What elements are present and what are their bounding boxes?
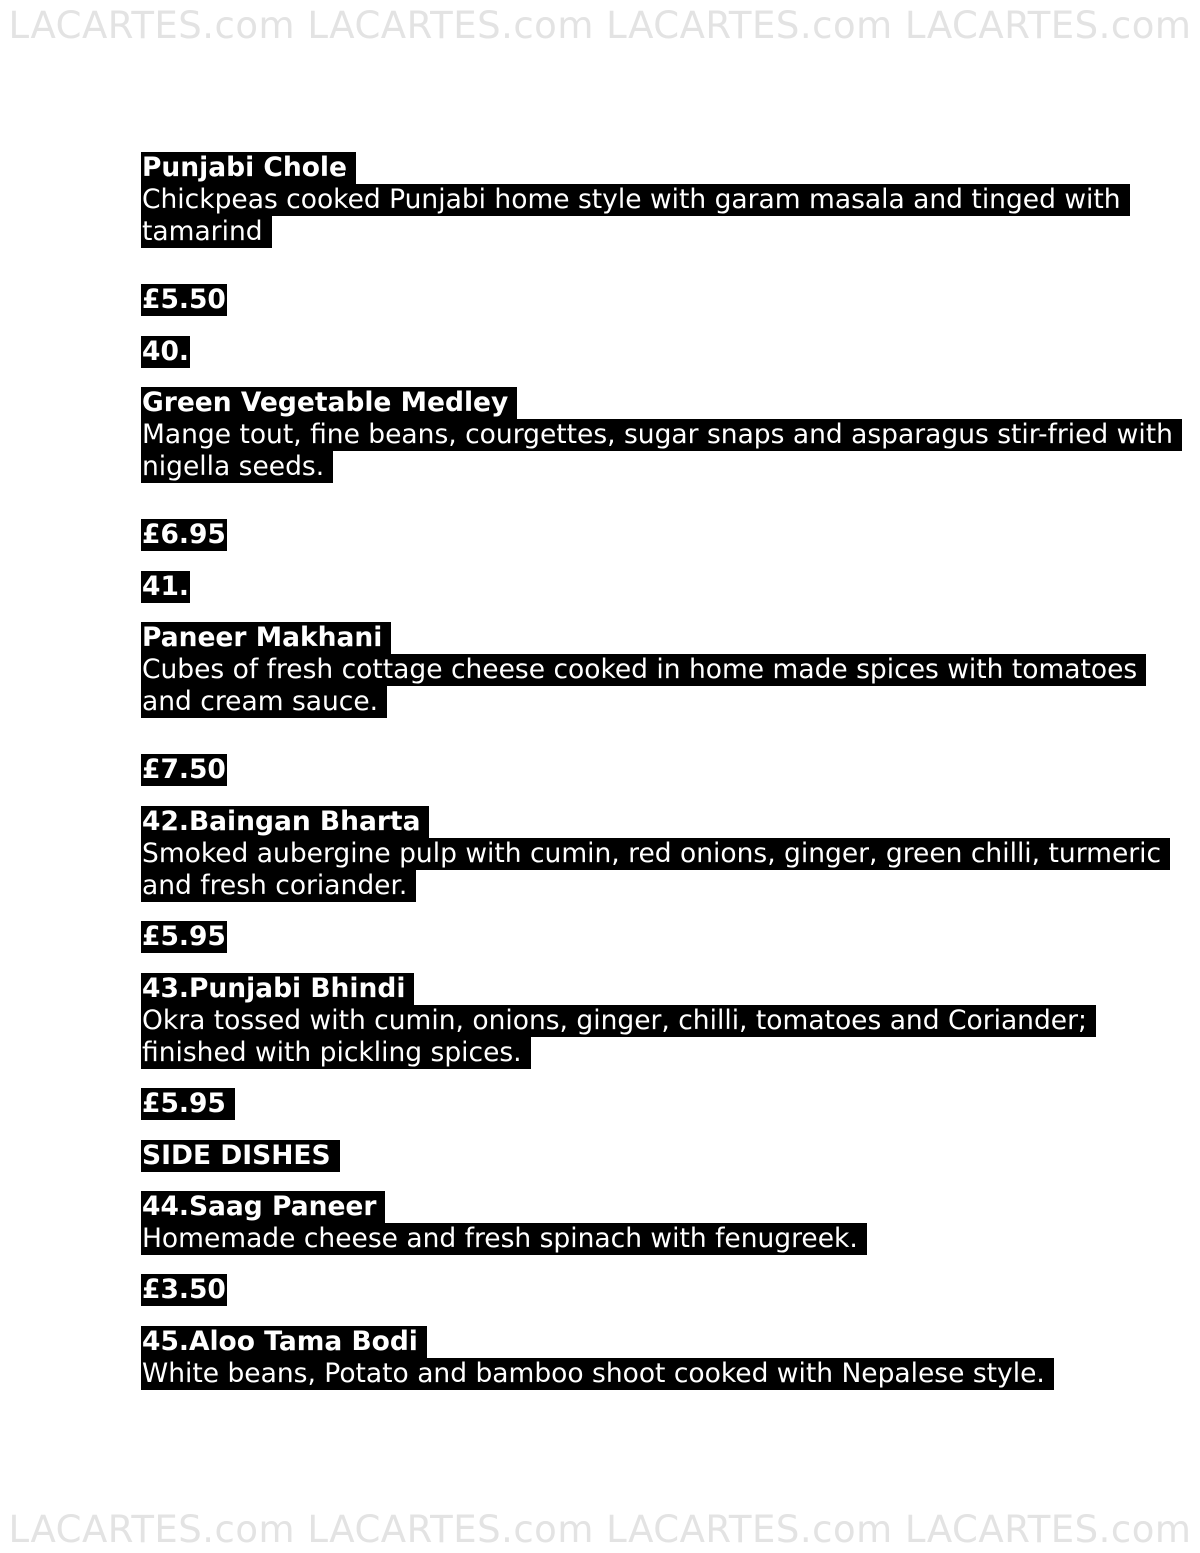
item-title — [141, 806, 429, 838]
item-title — [141, 152, 356, 184]
item-description — [141, 419, 1182, 451]
item-price — [141, 1088, 235, 1120]
section-heading-text: SIDE DISHES — [141, 1140, 340, 1172]
item-description-text: Chickpeas cooked Punjabi home style with garam masala and tinged with — [141, 184, 1130, 216]
item-title — [141, 1326, 427, 1358]
item-price — [141, 754, 227, 786]
item-description-text: White beans, Potato and bamboo shoot cooked with Nepalese style. — [141, 1358, 1054, 1390]
item-description — [141, 184, 1130, 216]
item-title-text: Paneer Makhani — [141, 622, 391, 654]
item-price-text: £7.50 — [142, 754, 226, 785]
item-title-text: Punjabi Chole — [141, 152, 356, 184]
item-description-text: tamarind — [141, 216, 272, 248]
item-number-text: 40. — [142, 336, 189, 367]
item-description-text: nigella seeds. — [141, 451, 333, 483]
item-price — [141, 519, 227, 551]
item-description — [141, 1223, 867, 1255]
item-description — [141, 686, 387, 718]
item-description — [141, 838, 1170, 870]
item-description-text: Smoked aubergine pulp with cumin, red onions, ginger, green chilli, turmeric — [141, 838, 1170, 870]
item-number — [141, 571, 190, 603]
item-description-text: Okra tossed with cumin, onions, ginger, chilli, tomatoes and Coriander; — [141, 1005, 1096, 1037]
item-title-text: 43.Punjabi Bhindi — [141, 973, 414, 1005]
watermark-bottom: LACARTES.com LACARTES.com LACARTES.com LACARTES.com — [8, 1508, 1192, 1551]
item-number — [141, 336, 190, 368]
item-description-text: and cream sauce. — [141, 686, 387, 718]
section-heading — [141, 1140, 340, 1172]
item-description-text: Mange tout, fine beans, courgettes, sugar snaps and asparagus stir-fried with — [141, 419, 1182, 451]
item-description — [141, 451, 333, 483]
item-price — [141, 921, 227, 953]
item-title-text: 42.Baingan Bharta — [141, 806, 429, 838]
item-description — [141, 1005, 1096, 1037]
watermark-top: LACARTES.com LACARTES.com LACARTES.com LACARTES.com — [8, 4, 1192, 47]
item-description-text: Homemade cheese and fresh spinach with fenugreek. — [141, 1223, 867, 1255]
item-description-text: and fresh coriander. — [141, 870, 416, 902]
item-description — [141, 654, 1146, 686]
item-number-text: 41. — [142, 571, 189, 602]
item-title — [141, 387, 517, 419]
item-price-text: £5.50 — [142, 284, 226, 315]
item-price — [141, 1274, 227, 1306]
item-description — [141, 216, 272, 248]
item-title-text: Green Vegetable Medley — [141, 387, 517, 419]
item-title-text: 44.Saag Paneer — [141, 1191, 385, 1223]
item-title — [141, 973, 414, 1005]
item-title-text: 45.Aloo Tama Bodi — [141, 1326, 427, 1358]
item-price — [141, 284, 227, 316]
item-description-text: Cubes of fresh cottage cheese cooked in home made spices with tomatoes — [141, 654, 1146, 686]
item-description — [141, 1037, 531, 1069]
item-price-text: £5.95 — [142, 921, 226, 952]
item-title — [141, 622, 391, 654]
item-description-text: finished with pickling spices. — [141, 1037, 531, 1069]
item-price-text: £6.95 — [142, 519, 226, 550]
item-title — [141, 1191, 385, 1223]
item-description — [141, 870, 416, 902]
item-description — [141, 1358, 1054, 1390]
item-price-text: £5.95 — [141, 1088, 235, 1120]
item-price-text: £3.50 — [142, 1274, 226, 1305]
